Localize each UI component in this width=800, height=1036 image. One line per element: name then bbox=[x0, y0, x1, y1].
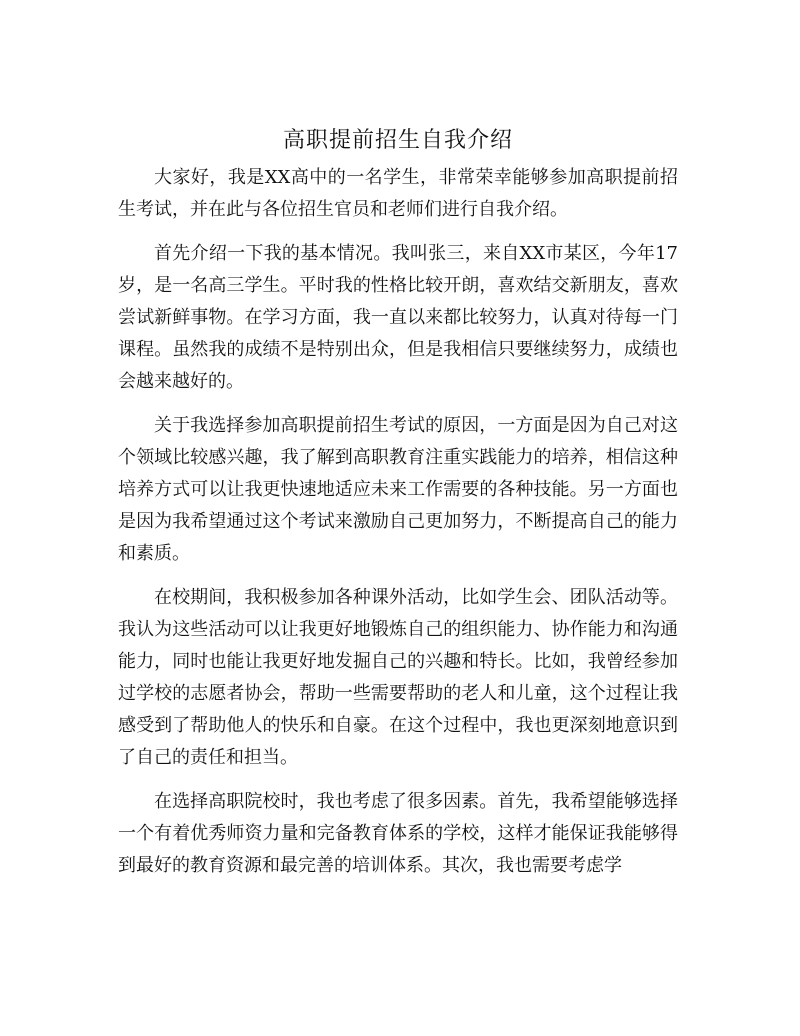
document-body bbox=[118, 126, 678, 894]
paragraph-2: 首先介绍一下我的基本情况。我叫张三，来自XX市某区，今年17岁，是一名高三学生。平时我的性格比较开朗，喜欢结交新朋友，喜欢尝试新鲜事物。在学习方面，我一直以来都比较努力，认真对待每一门课程。虽然我的成绩不是特别出众，但是我相信只要继续努力，成绩也会越来越好的。 bbox=[118, 243, 678, 392]
paragraph-3: 关于我选择参加高职提前招生考试的原因，一方面是因为自己对这个领域比较感兴趣，我了解到高职教育注重实践能力的培养，相信这种培养方式可以让我更快速地适应未来工作需要的各种技能。另一方面也是因为我希望通过这个考试来激励自己更加努力，不断提高自己的能力和素质。 bbox=[118, 415, 678, 564]
paragraph-1: 大家好，我是XX高中的一名学生，非常荣幸能够参加高职提前招生考试，并在此与各位招生官员和老师们进行自我介绍。 bbox=[118, 167, 678, 220]
document-title: 高职提前招生自我介绍 bbox=[282, 128, 513, 153]
paragraph-5: 在选择高职院校时，我也考虑了很多因素。首先，我希望能够选择一个有着优秀师资力量和完备教育体系的学校，这样才能保证我能够得到最好的教育资源和最完善的培训体系。其次，我也需要考虑学 bbox=[118, 791, 678, 876]
paragraph-4: 在校期间，我积极参加各种课外活动，比如学生会、团队活动等。我认为这些活动可以让我更好地锻炼自己的组织能力、协作能力和沟通能力，同时也能让我更好地发掘自己的兴趣和特长。比如，我曾经参加过学校的志愿者协会，帮助一些需要帮助的老人和儿童，这个过程让我感受到了帮助他人的快乐和自豪。在这个过程中，我也更深刻地意识到了自己的责任和担当。 bbox=[118, 587, 678, 768]
